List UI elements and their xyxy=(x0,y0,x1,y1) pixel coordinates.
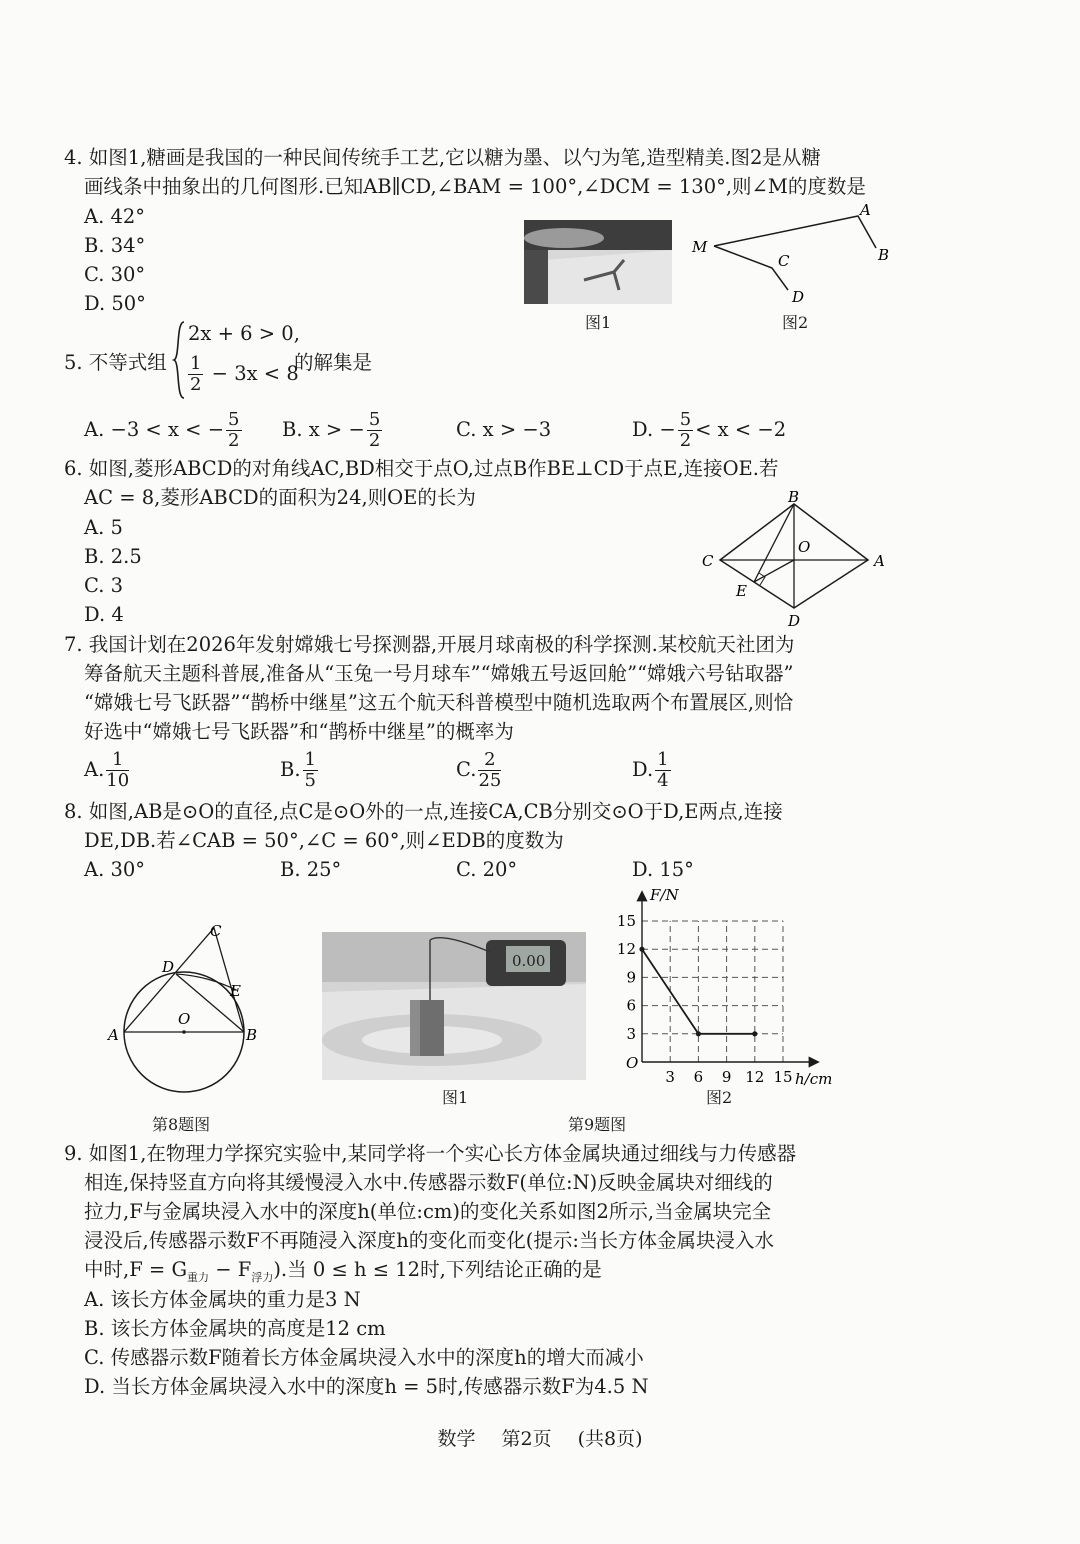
x-tick-label: 6 xyxy=(693,1068,704,1086)
q4-line-1: 4. 如图1,糖画是我国的一种民间传统手工艺,它以糖为墨、以勺为笔,造型精美.图2是从糖 xyxy=(64,146,821,169)
q7-line-3: “嫦娥七号飞跃器”“鹊桥中继星”这五个航天科普模型中随机选取两个布置展区,则恰 xyxy=(84,691,794,714)
q5-option-a: A. −3 < x < − $\frac{5}{2}$ xyxy=(84,409,240,451)
q9-option-d: D. 当长方体金属块浸入水中的深度h = 5时,传感器示数F为4.5 N xyxy=(84,1375,649,1398)
q9-option-b: B. 该长方体金属块的高度是12 cm xyxy=(84,1317,386,1340)
q9-fig2-caption: 图2 xyxy=(706,1088,733,1107)
label-a: A xyxy=(860,201,871,219)
q9-option-c: C. 传感器示数F随着长方体金属块浸入水中的深度h的增大而减小 xyxy=(84,1346,644,1369)
q6-option-c: C. 3 xyxy=(84,574,124,597)
q8-line-1: 8. 如图,AB是⊙O的直径,点C是⊙O外的一点,连接CA,CB分别交⊙O于D,E两点,连接 xyxy=(64,800,783,823)
q9-experiment-photo xyxy=(322,932,586,1080)
q7-line-4: 好选中“嫦娥七号飞跃器”和“鹊桥中继星”的概率为 xyxy=(84,720,514,743)
q4-option-c: C. 30° xyxy=(84,263,146,286)
q9-line-5: 中时$,F = G_{重力} - F_{浮力}$).当 0 ≤ h ≤ 12时,下列结论正确的是 xyxy=(84,1258,602,1284)
q7-option-a: A. $\frac{1}{10}$ xyxy=(84,749,130,791)
y-axis-label: F/N xyxy=(650,886,679,904)
q5-option-c: C. x > −3 xyxy=(456,418,552,441)
footer-page: 第2页 xyxy=(501,1428,552,1450)
q4-sugar-painting-photo xyxy=(524,220,672,304)
x-tick-label: 3 xyxy=(665,1068,675,1086)
q9-fig1-caption: 图1 xyxy=(442,1088,469,1107)
q6-option-b: B. 2.5 xyxy=(84,545,142,568)
q4-option-a: A. 42° xyxy=(84,205,146,228)
q5-brace xyxy=(172,320,186,400)
footer-total: (共8页) xyxy=(577,1428,643,1450)
q7-option-d: D. $\frac{1}{4}$ xyxy=(632,749,669,791)
q8-option-c: C. 20° xyxy=(456,858,518,881)
x-tick-label: 15 xyxy=(773,1068,793,1086)
q9-line-2: 相连,保持竖直方向将其缓慢浸入水中.传感器示数F(单位:N)反映金属块对细线的 xyxy=(84,1171,773,1194)
meter-reading: 0.00 xyxy=(512,952,546,970)
q5-option-b: B. x > − $\frac{5}{2}$ xyxy=(282,409,381,451)
label-b: B xyxy=(246,1026,258,1044)
q5-option-d: D. − $\frac{5}{2}$ < x < −2 xyxy=(632,409,787,451)
q6-rhombus-diagram xyxy=(696,484,896,630)
y-tick-label: 15 xyxy=(616,912,636,930)
q4-option-d: D. 50° xyxy=(84,292,146,315)
q6-option-d: D. 4 xyxy=(84,603,124,626)
q6-line-1: 6. 如图,菱形ABCD的对角线AC,BD相交于点O,过点B作BE⊥CD于点E,连接OE.若 xyxy=(64,457,779,480)
q9-force-depth-chart xyxy=(612,882,844,1088)
q9-caption: 第9题图 xyxy=(568,1115,627,1134)
q7-line-2: 筹备航天主题科普展,准备从“玉兔一号月球车”“嫦娥五号返回舱”“嫦娥六号钻取器” xyxy=(84,662,794,685)
label-b: B xyxy=(878,246,890,264)
label-d: D xyxy=(162,958,175,976)
q6-option-a: A. 5 xyxy=(84,516,123,539)
q9-option-a: A. 该长方体金属块的重力是3 N xyxy=(84,1288,361,1311)
x-axis-label: h/cm xyxy=(795,1070,833,1088)
q7-option-c: C. $\frac{2}{25}$ xyxy=(456,749,502,791)
label-c: C xyxy=(210,922,222,940)
q5-inequality-1: 2x + 6 > 0, xyxy=(188,322,300,345)
q5-prefix: 5. 不等式组 xyxy=(64,351,167,374)
label-o: O xyxy=(178,1010,191,1028)
label-a: A xyxy=(874,552,885,570)
q7-line-1: 7. 我国计划在2026年发射嫦娥七号探测器,开展月球南极的科学探测.某校航天社团为 xyxy=(64,633,795,656)
label-c: C xyxy=(778,252,790,270)
q4-line-2: 画线条中抽象出的几何图形.已知AB∥CD,∠BAM = 100°,∠DCM = 130°,则∠M的度数是 xyxy=(84,175,866,198)
q9-line-3: 拉力,F与金属块浸入水中的深度h(单位:cm)的变化关系如图2所示,当金属块完全 xyxy=(84,1200,772,1223)
label-e: E xyxy=(736,582,747,600)
q5-suffix: 的解集是 xyxy=(294,351,373,374)
y-tick-label: 12 xyxy=(616,940,636,959)
q9-line-1: 9. 如图1,在物理力学探究实验中,某同学将一个实心长方体金属块通过细线与力传感器 xyxy=(64,1142,797,1165)
page-footer xyxy=(0,1424,1080,1451)
q9-line-4: 浸没后,传感器示数F不再随浸入深度h的变化而变化(提示:当长方体金属块浸入水 xyxy=(84,1229,774,1252)
q7-option-b: B. $\frac{1}{5}$ xyxy=(280,749,316,791)
q4-fig2-diagram xyxy=(686,196,906,308)
footer-subject: 数学 xyxy=(437,1428,476,1450)
label-m: M xyxy=(692,238,708,256)
q8-line-2: DE,DB.若∠CAB = 50°,∠C = 60°,则∠EDB的度数为 xyxy=(84,829,564,852)
y-tick-label: 9 xyxy=(626,968,636,987)
q8-option-a: A. 30° xyxy=(84,858,146,881)
x-tick-label: 12 xyxy=(745,1068,765,1086)
q4-fig1-caption: 图1 xyxy=(585,313,612,332)
label-a: A xyxy=(108,1026,119,1044)
x-tick-label: 9 xyxy=(721,1068,732,1086)
q8-option-b: B. 25° xyxy=(280,858,342,881)
q8-option-d: D. 15° xyxy=(632,858,694,881)
q5-inequality-2: $\frac{1}{2}$ − 3x < 8 xyxy=(190,353,299,395)
q6-line-2: AC = 8,菱形ABCD的面积为24,则OE的长为 xyxy=(84,486,476,509)
label-d: D xyxy=(792,288,805,306)
data-point xyxy=(752,1031,757,1036)
label-o: O xyxy=(798,538,811,556)
label-b: B xyxy=(788,488,800,506)
q8-caption: 第8题图 xyxy=(152,1115,211,1134)
q8-circle-diagram xyxy=(104,918,272,1094)
data-point xyxy=(696,1031,701,1036)
label-c: C xyxy=(702,552,714,570)
q4-option-b: B. 34° xyxy=(84,234,146,257)
label-e: E xyxy=(230,982,241,1000)
y-tick-label: 6 xyxy=(626,996,636,1015)
label-d: D xyxy=(788,612,801,630)
data-point xyxy=(639,947,644,952)
y-tick-label: 3 xyxy=(626,1024,636,1043)
q4-fig2-caption: 图2 xyxy=(782,313,809,332)
origin-label: O xyxy=(626,1054,639,1072)
